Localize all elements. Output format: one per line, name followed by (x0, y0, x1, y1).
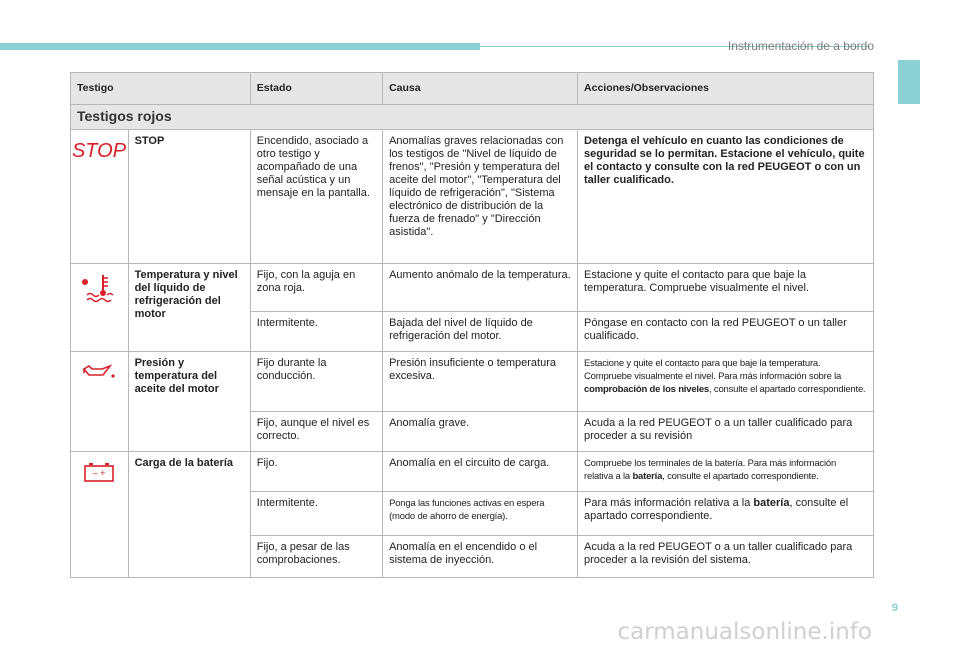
causa-cell: Anomalía en el circuito de carga. (383, 452, 578, 492)
acciones-cell (578, 352, 874, 412)
table-row (71, 264, 874, 312)
section-row (71, 105, 874, 130)
table-row (71, 452, 874, 492)
oil-pressure-icon (71, 352, 129, 452)
page-section-title: Instrumentación de a bordo (727, 39, 874, 53)
table-row (71, 130, 874, 264)
estado-cell: Fijo. (250, 452, 382, 492)
acciones-text: , consulte el apartado correspondiente. (584, 497, 849, 522)
estado-cell: Fijo, con la aguja en zona roja. (250, 264, 382, 312)
estado-cell: Encendido, asociado a otro testigo y acompañado de una señal acústica y un mensaje en la pantalla. (250, 130, 382, 264)
causa-cell: Anomalías graves relacionadas con los testigos de "Nivel de líquido de frenos", "Presión y temperatura del aceite del motor", "Temperatura del líquido de refrigeración", "Sistema electrónico de distribución de la fuerza de frenado" y "Dirección asistida". (383, 130, 578, 264)
acciones-cell: Detenga el vehículo en cuanto las condiciones de seguridad se lo permitan. Estacione el vehículo, quite el contacto y consulte con la red PEUGEOT o con un taller cualificado. (578, 130, 874, 264)
stop-icon (71, 130, 129, 264)
light-name: Temperatura y nivel del líquido de refrigeración del motor (128, 264, 250, 352)
acciones-cell: Estacione y quite el contacto para que baje la temperatura. Compruebe visualmente el nivel. (578, 264, 874, 312)
acciones-emphasis: batería (753, 497, 790, 509)
header-acciones: Acciones/Observaciones (578, 73, 874, 105)
estado-cell: Fijo, aunque el nivel es correcto. (250, 412, 382, 452)
svg-text:– +: – + (92, 468, 106, 478)
header-estado: Estado (250, 73, 382, 105)
estado-cell: Fijo durante la conducción. (250, 352, 382, 412)
acciones-text: , consulte el apartado correspondiente. (709, 384, 866, 395)
watermark: carmanualsonline.info (617, 619, 872, 645)
causa-cell: Presión insuficiente o temperatura excesiva. (383, 352, 578, 412)
header-testigo: Testigo (71, 73, 251, 105)
causa-cell: Anomalía en el encendido o el sistema de inyección. (383, 536, 578, 578)
causa-cell: Ponga las funciones activas en espera (modo de ahorro de energía). (383, 492, 578, 536)
causa-cell: Bajada del nivel de líquido de refrigeración del motor. (383, 312, 578, 352)
battery-icon (71, 452, 129, 578)
estado-cell: Fijo, a pesar de las comprobaciones. (250, 536, 382, 578)
acciones-text: Compruebe los terminales de la batería. Para más información relativa a la (584, 458, 837, 482)
acciones-cell (578, 452, 874, 492)
acciones-text: Para más información relativa a la (584, 497, 754, 509)
section-title: Testigos rojos (71, 105, 874, 130)
causa-cell: Anomalía grave. (383, 412, 578, 452)
page-number: 9 (891, 602, 898, 614)
acciones-cell: Acuda a la red PEUGEOT o a un taller cualificado para proceder a la revisión del sistema. (578, 536, 874, 578)
table-header-row (71, 73, 874, 105)
acciones-text: , consulte el apartado correspondiente. (662, 471, 819, 482)
light-name: Carga de la batería (128, 452, 250, 578)
acciones-cell: Póngase en contacto con la red PEUGEOT o un taller cualificado. (578, 312, 874, 352)
coolant-temperature-icon (71, 264, 129, 352)
light-name: STOP (128, 130, 250, 264)
causa-cell: Aumento anómalo de la temperatura. (383, 264, 578, 312)
acciones-cell: Acuda a la red PEUGEOT o a un taller cualificado para proceder a su revisión (578, 412, 874, 452)
acciones-emphasis: comprobación de los niveles (584, 384, 710, 395)
header-causa: Causa (383, 73, 578, 105)
light-name: Presión y temperatura del aceite del motor (128, 352, 250, 452)
acciones-emphasis: batería (632, 471, 663, 482)
svg-text:STOP: STOP (72, 140, 127, 162)
acciones-text: Estacione y quite el contacto para que baje la temperatura. Compruebe visualmente el nivel. Para más información sobre la (584, 358, 842, 382)
estado-cell: Intermitente. (250, 492, 382, 536)
acciones-cell (578, 492, 874, 536)
estado-cell: Intermitente. (250, 312, 382, 352)
chapter-marker (898, 60, 920, 104)
header-accent-bar (0, 43, 480, 50)
table-row (71, 352, 874, 412)
warning-lights-table (70, 72, 874, 578)
